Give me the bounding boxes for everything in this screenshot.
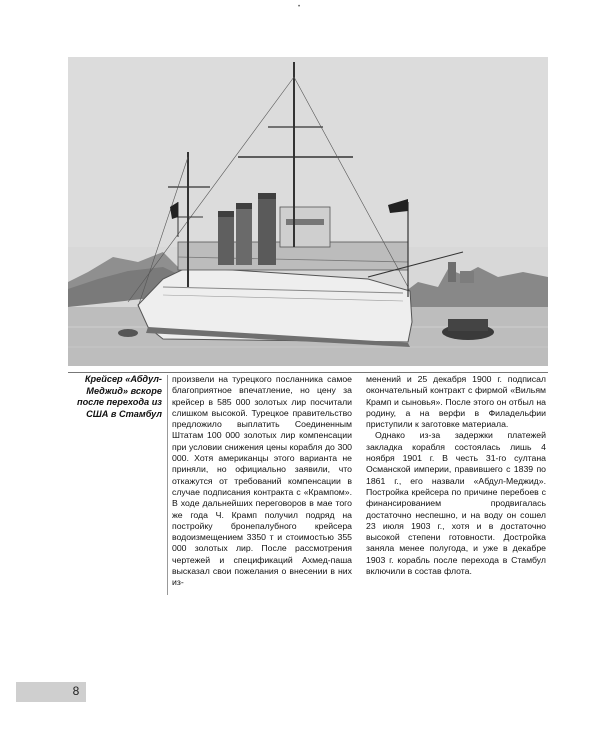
column2-paragraph-2: Однако из-за задержки платежей закладка корабля состоялась лишь 4 ноября 1901 г. В честь 31-го султана Османской империи, правившего с 1839 по 1861 г., его назвали «Абдул-Меджид». Постройка крейсера по причине перебоев с финансированием продвигалась достаточно неспешно, и на воду он сошел 23 июля 1903 г., хотя и в достаточно высокой степени готовности. Достройка заняла менее полугода, и уже в декабре 1903 г. корабль после перехода в Стамбул включили в состав флота. xyxy=(366,430,546,577)
caption-rule xyxy=(68,372,548,373)
cruiser-photo xyxy=(68,57,548,366)
text-column-1 xyxy=(172,374,352,589)
caption-divider xyxy=(167,375,168,595)
page-number: 8 xyxy=(72,684,80,698)
page-top-mark: • xyxy=(298,4,301,10)
cruiser-photo-image xyxy=(68,57,548,366)
text-column-2 xyxy=(366,374,546,577)
column1-paragraph: произвели на турецкого посланника самое благоприятное впечатление, но цену за крейсер в 585 000 золотых лир посчитали слишком высокой. Турецкое правительство предложило выплатить Соединенным Штатам 100 000 золотых лир компенсации при условии снижения цены корабля до 300 000. Хотя американцы этого варианта не приняли, но официально заявили, что откажутся от требований компенсации в случае подписания контракта с «Крампом». В ходе дальнейших переговоров в мае того же года Ч. Крамп получил подряд на постройку бронепалубного крейсера водоизмещением 3350 т и стоимостью 355 000 золотых лир. После рассмотрения чертежей и спецификаций Ахмед-паша высказал свои пожелания о внесении в них из- xyxy=(172,374,352,588)
column2-paragraph-1: менений и 25 декабря 1900 г. подписал окончательный контракт с фирмой «Вильям Крамп и сыновья». После этого он отбыл на родину, а на верфи в Филадельфии приступили к заготовке материала. xyxy=(366,374,546,430)
photo-caption: Крейсер «Абдул-Меджид» вскоре после перехода из США в Стамбул xyxy=(76,374,162,419)
